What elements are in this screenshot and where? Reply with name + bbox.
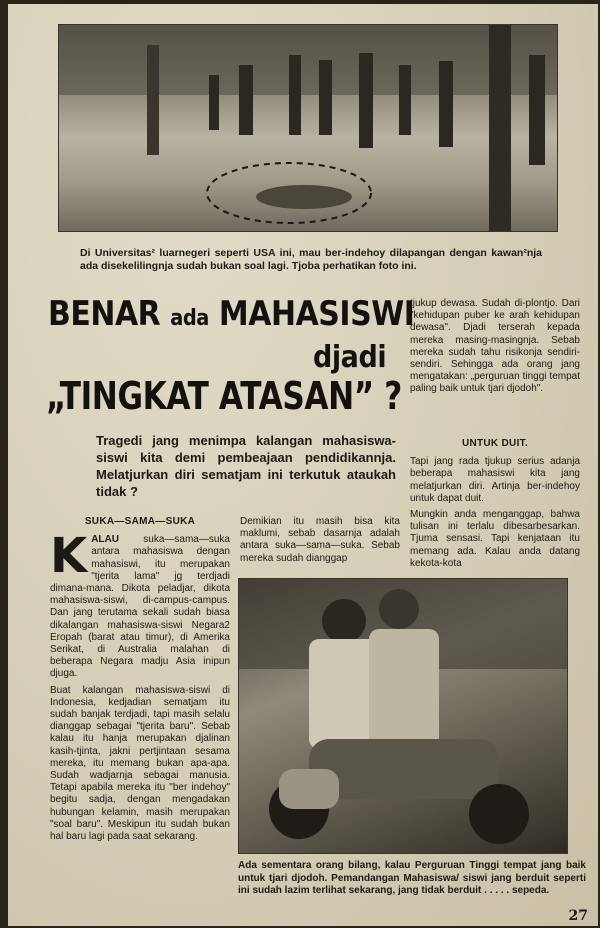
photo-scooter-couple bbox=[238, 578, 568, 854]
photo-caption-bottom: Ada sementara orang bilang, kalau Perguruan Tinggi tempat jang baik untuk tjari djodoh. Pemandangan Mahasiswa/ siswi jang berduit seperti ini sudah lazim terlihat sekarang, jang tidak berduit . . . . . sepeda. bbox=[238, 860, 586, 896]
photo-scooter-couple-image bbox=[239, 579, 568, 854]
right-mid-paragraph-2: Mungkin anda menganggap, bahwa tulisan ini terlalu dibesarbesarkan. Tjuma sensasi. Tapi kenjataan itu memang ada. Kalau anda datang kekota-kota bbox=[410, 509, 580, 569]
column-right-top bbox=[410, 298, 580, 400]
headline-mahasiswi: MAHASISWI bbox=[218, 294, 415, 334]
lead-in: ALAU bbox=[91, 534, 119, 546]
photo-campus-lawn-image bbox=[59, 25, 558, 232]
right-top-paragraph: tjukup dewasa. Sudah di-plontjo. Dari "kehidupan puber ke arah kehidupan dewasa". Djadi terserah kepada mereka masing-masingnja. Sebab mereka sudah tahu risikonja sendiri-sendiri. Sehingga ada orang jang mengatakan: „perguruan tinggi tempat paling baik untuk tjari djodoh". bbox=[410, 298, 580, 395]
headline-line-3: „TINGKAT ATASAN” ? bbox=[46, 374, 402, 418]
left-paragraph-1-text: suka—sama—suka antara mahasiswa dengan mahasiswi, itu merupakan "tjerita lama" jg terdjadi dimana-mana. Dikota peladjar, dikota mahasiswa-siswi, di-campus-campus. Dan jang terutama sekali sudah biasa dikalangan mahasiswa-siswi Negara2 Eropah (barat atau timur), di Amerika Serikat, di Australia malahan di beberapa Negara madju Asia inipun djuga. bbox=[50, 534, 230, 680]
drop-cap: K bbox=[50, 528, 88, 585]
photo-caption-top: Di Universitas² luarnegeri seperti USA ini, mau ber-indehoy dilapangan dengan kawan²nja ada disekelilingnja sudah bukan soal lagi. Tjoba perhatikan foto ini. bbox=[80, 247, 542, 272]
mid-paragraph: Demikian itu masih bisa kita maklumi, sebab dasarnja adalah antara suka—sama—suka. Sebab mereka sudah dianggap bbox=[240, 516, 400, 564]
magazine-page bbox=[8, 4, 598, 926]
column-right-mid bbox=[410, 438, 580, 574]
subhead-untuk-duit: UNTUK DUIT. bbox=[461, 438, 529, 449]
headline-line-2: djadi bbox=[313, 340, 387, 375]
page-number: 27 bbox=[568, 908, 588, 924]
left-paragraph-2: Buat kalangan mahasiswa-siswi di Indonesia, kedjadian sematjam itu sudah banjak terdjadi, tapi masih selalu dianggap sebagai "tjerita baru". Sebab kalau itu hanja merupakan djalinan kasih-tjinta, jakni pertjintaan sesama mereka, itu memang bukan apa-apa. Sudah wadjarnja sebagai manusia. Tetapi apabila mereka itu "ber indehoy" begitu sadja, dengan mengadakan hubungan kelamin, masih merupakan "soal baru". Meskipun itu sudah bukan hal baru lagi pada saat sekarang. bbox=[50, 684, 230, 843]
right-mid-paragraph-1: Tapi jang rada tjukup serius adanja beberapa mahasiswi kita jang melatjurkan diri. Artinja ber-indehoy untuk dapat duit. bbox=[410, 456, 580, 504]
photo-campus-lawn bbox=[58, 24, 558, 232]
left-paragraph-1 bbox=[50, 528, 230, 680]
headline-line-1 bbox=[48, 294, 414, 334]
subhead-suka-sama-suka: SUKA—SAMA—SUKA bbox=[84, 516, 196, 527]
headline-ada: ada bbox=[170, 306, 209, 331]
column-left bbox=[50, 516, 230, 847]
intro-deck: Tragedi jang menimpa kalangan mahasiswa-siswi kita demi pembeajaan pendidikannja. Melatjurkan diri sematjam ini terkutuk ataukah tidak ? bbox=[96, 433, 396, 499]
headline-benar: BENAR bbox=[48, 294, 161, 334]
column-middle bbox=[240, 516, 400, 569]
